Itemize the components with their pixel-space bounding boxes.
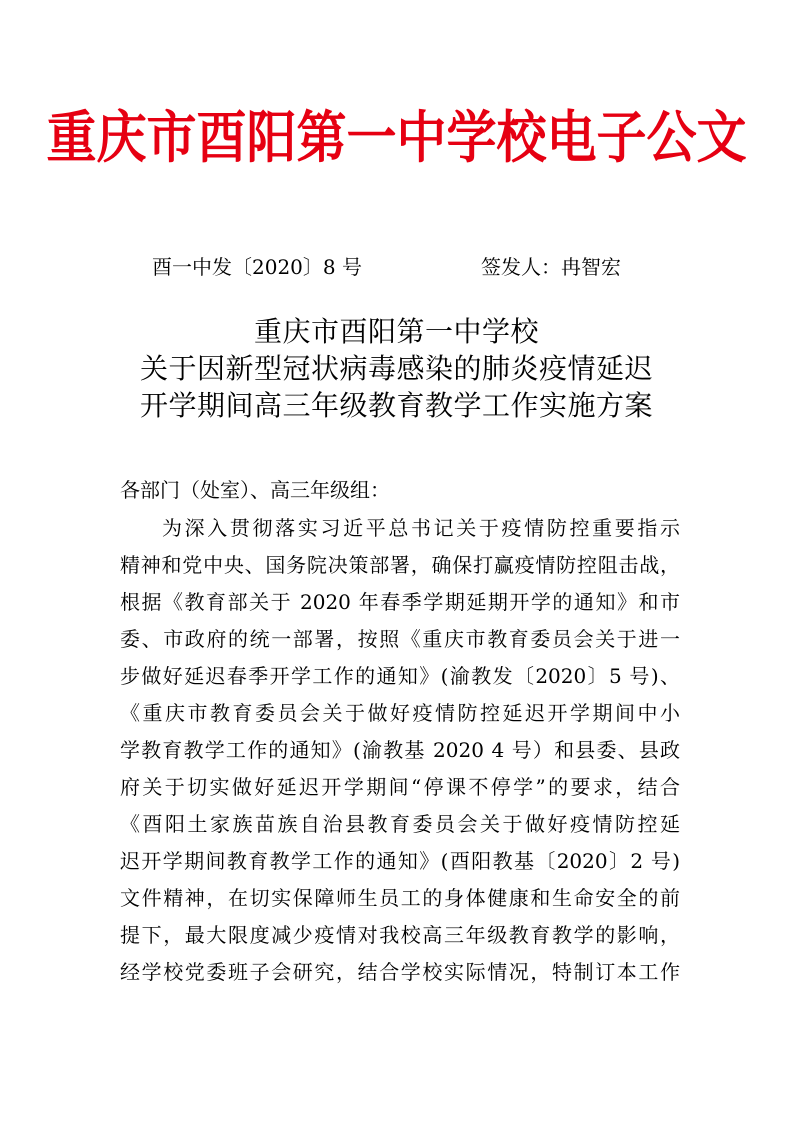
body-line: 委、市政府的统一部署，按照《重庆市教育委员会关于进一 (120, 627, 680, 651)
body-line: 经学校党委班子会研究，结合学校实际情况，特制订本工作 (120, 960, 680, 984)
body-line: 学教育教学工作的通知》(渝教基 2020 4 号）和县委、县政 (120, 738, 680, 762)
body-line: 为深入贯彻落实习近平总书记关于疫情防控重要指示 (162, 516, 680, 540)
body-paragraph (120, 510, 680, 991)
document-number: 酉一中发〔2020〕8 号 (152, 255, 362, 279)
body-line: 根据《教育部关于 2020 年春季学期延期开学的通知》和市 (120, 590, 680, 614)
body-line: 精神和党中央、国务院决策部署，确保打赢疫情防控阻击战， (120, 553, 680, 577)
body-line: 《酉阳土家族苗族自治县教育委员会关于做好疫情防控延 (120, 812, 680, 836)
signer: 签发人：冉智宏 (481, 255, 621, 279)
title-line: 关于因新型冠状病毒感染的肺炎疫情延迟 (139, 352, 653, 385)
body-line: 《重庆市教育委员会关于做好疫情防控延迟开学期间中小 (120, 701, 680, 725)
body-line: 迟开学期间教育教学工作的通知》(酉阳教基〔2020〕2 号) (120, 849, 680, 873)
recipient: 各部门（处室）、高三年级组： (120, 478, 390, 502)
title-line: 开学期间高三年级教育教学工作实施方案 (139, 389, 653, 422)
body-line: 文件精神，在切实保障师生员工的身体健康和生命安全的前 (120, 886, 680, 910)
document-header-title: 重庆市酉阳第一中学校电子公文 (46, 105, 747, 171)
document-title (0, 313, 793, 424)
title-line: 重庆市酉阳第一中学校 (253, 315, 539, 348)
body-line: 步做好延迟春季开学工作的通知》(渝教发〔2020〕5 号)、 (120, 664, 680, 688)
body-line: 府关于切实做好延迟开学期间“停课不停学”的要求，结合 (120, 775, 680, 799)
body-line: 提下，最大限度减少疫情对我校高三年级教育教学的影响， (120, 923, 680, 947)
